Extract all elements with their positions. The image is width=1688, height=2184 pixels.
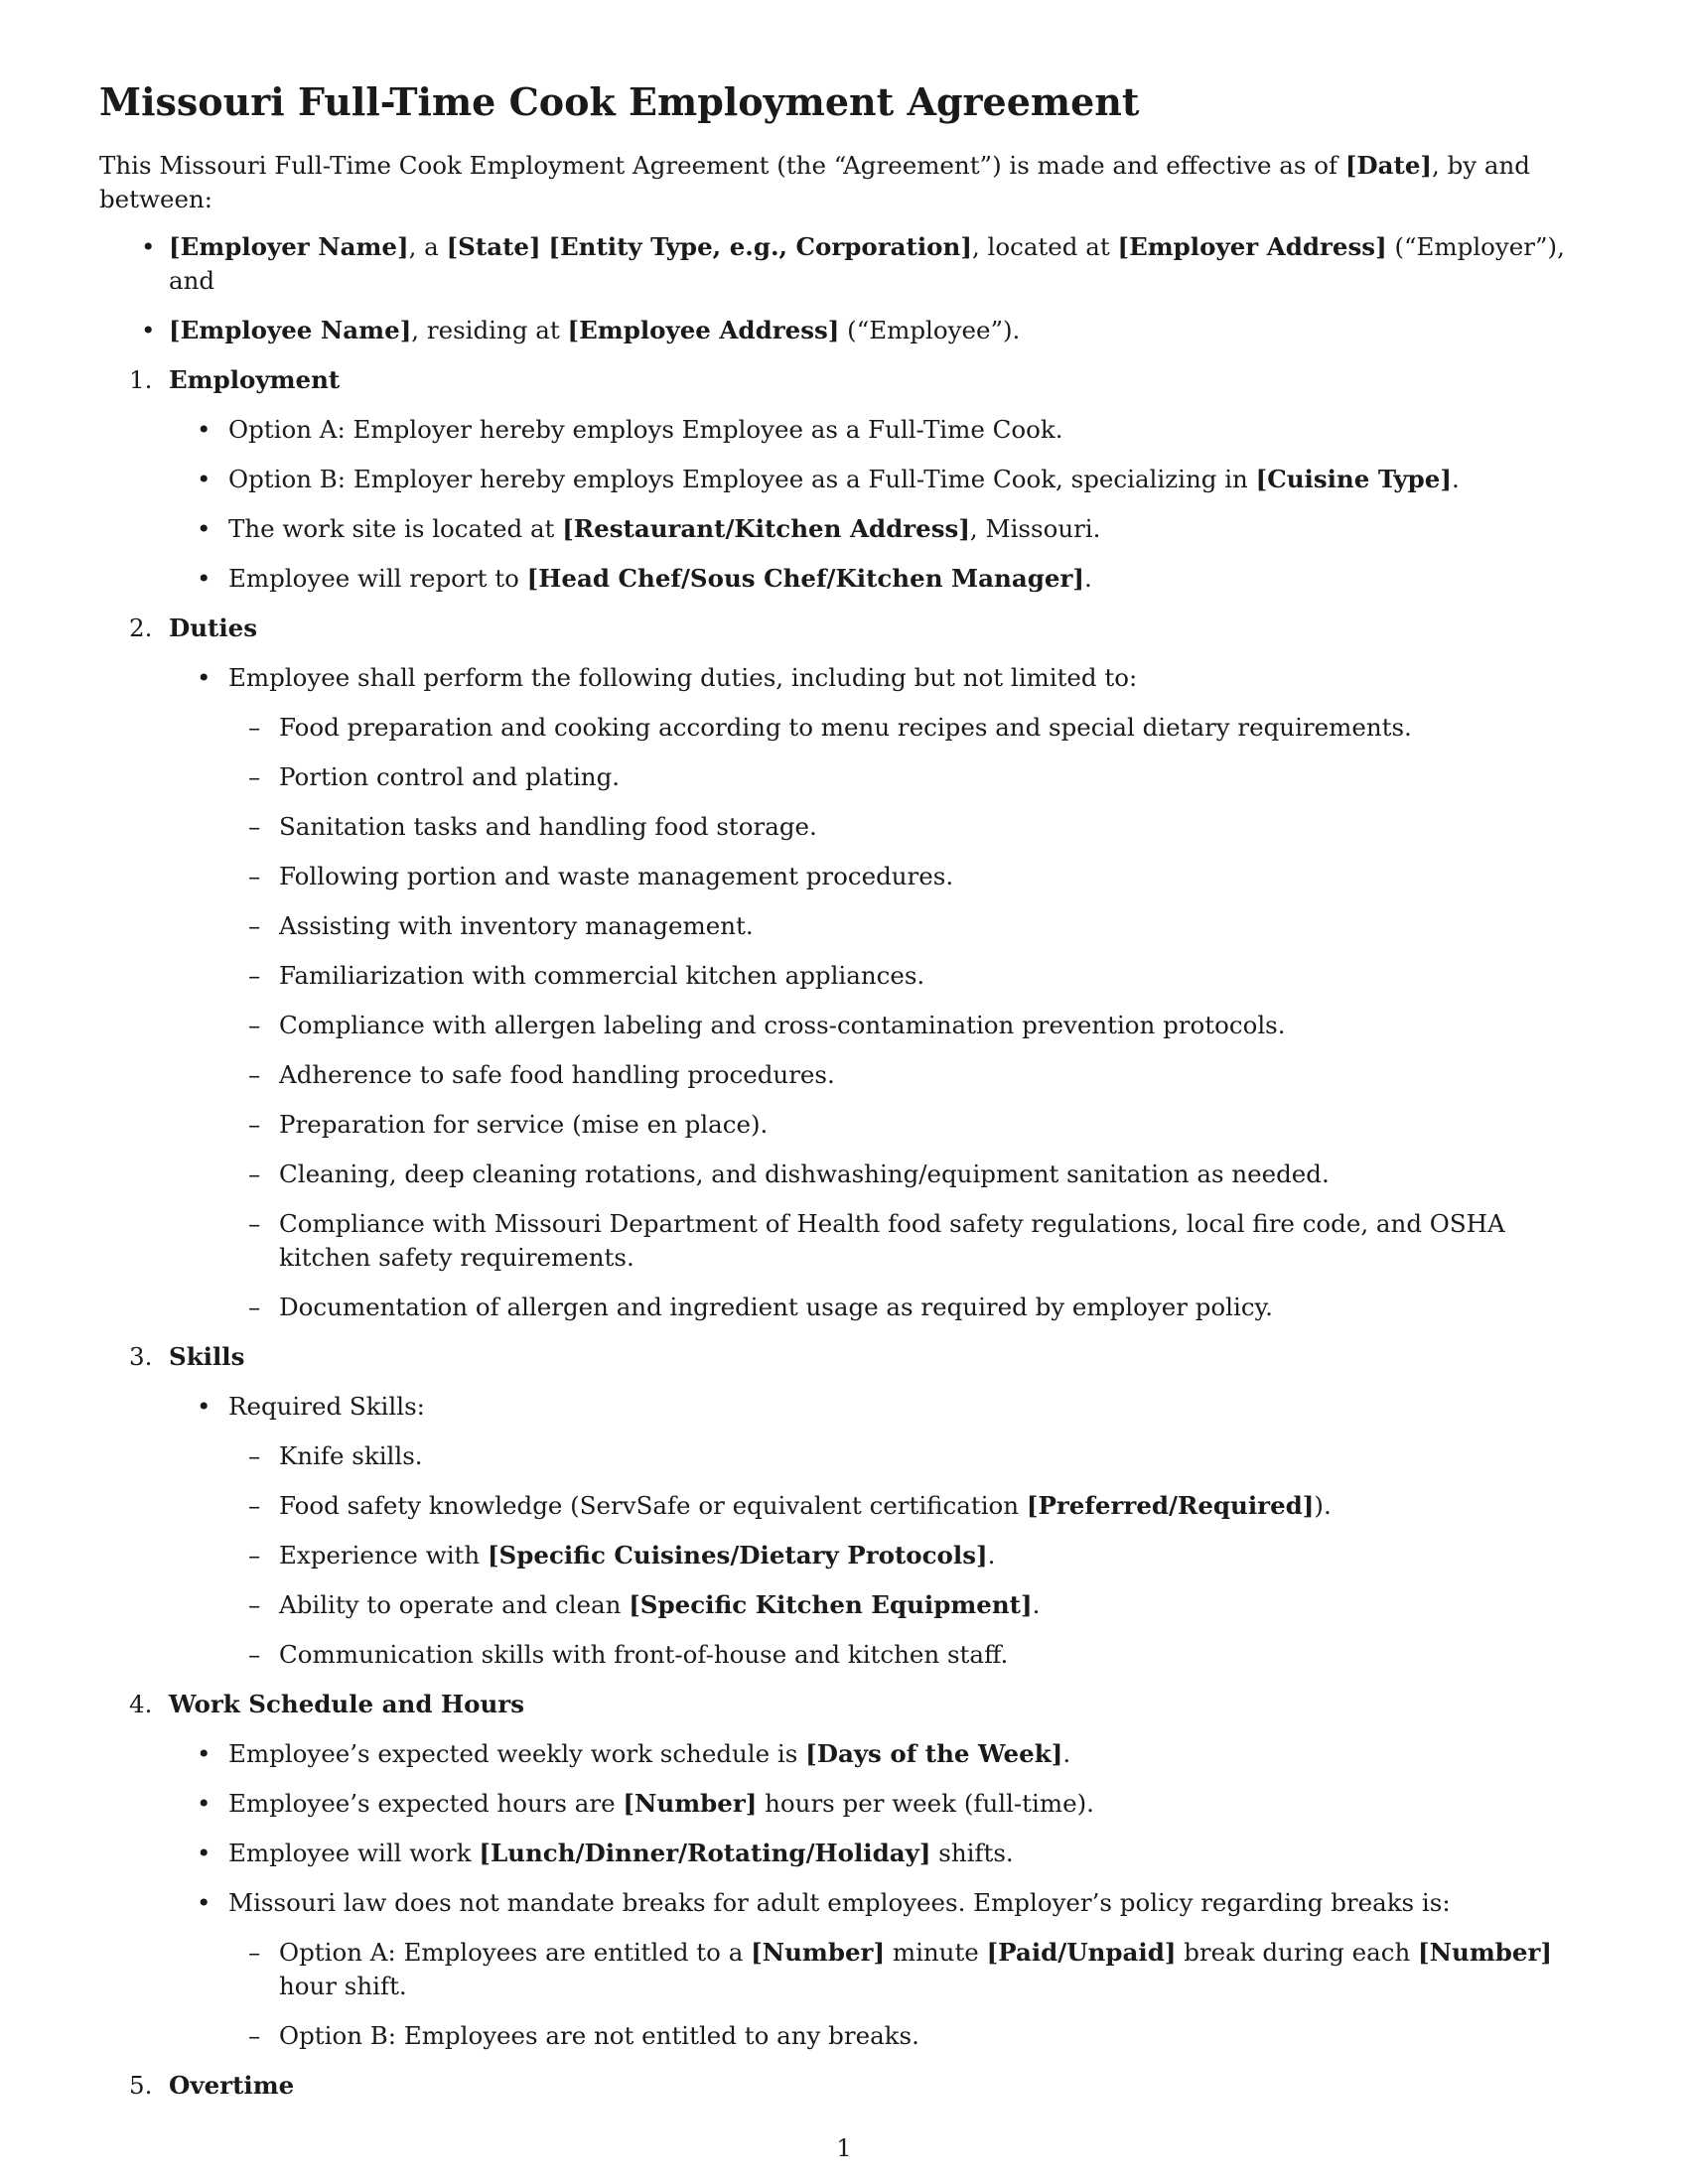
intro-paragraph [99,149,1589,216]
bullet-icon: • [197,662,211,692]
bullet-icon: • [197,1738,211,1768]
section-title: Overtime [169,2070,295,2100]
list-item [99,1108,1589,1142]
duties-sublist [228,711,1589,1324]
item-tail: . [1032,1589,1041,1619]
skills-sublist [228,1439,1589,1672]
dash-icon: – [248,910,261,940]
item-text: Option A: Employer hereby employs Employee as a Full-Time Cook. [228,414,1063,444]
list-item [99,959,1589,993]
section-number: 2. [129,613,153,642]
section-title: Duties [169,613,258,642]
supervisor-field: [Head Chef/Sous Chef/Kitchen Manager] [526,563,1084,593]
list-item [99,1539,1589,1572]
item-tail: . [1062,1738,1071,1768]
list-item [99,1837,1589,1870]
item-text: Assisting with inventory management. [279,910,754,940]
bullet-icon: • [197,1887,211,1917]
list-item [99,860,1589,893]
dash-icon: – [248,761,261,791]
bullet-icon: • [197,1391,211,1421]
item-tail: ). [1314,1490,1332,1520]
list-item [99,562,1589,596]
text-fragment: , residing at [411,315,568,344]
section-title: Skills [169,1341,245,1371]
page-number: 1 [836,2134,852,2162]
item-text: Cleaning, deep cleaning rotations, and dishwashing/equipment sanitation as needed. [279,1159,1330,1188]
section-title: Employment [169,364,341,394]
date-field: [Date] [1344,150,1433,180]
hours-field: [Number] [623,1788,758,1818]
item-text: Food safety knowledge (ServSafe or equivalent certification [279,1490,1027,1520]
list-item [99,1439,1589,1473]
item-text: Employee shall perform the following duties, including but not limited to: [228,662,1138,692]
list-item [99,909,1589,943]
item-text: Employee’s expected hours are [228,1788,624,1818]
item-tail: . [1451,464,1460,493]
dash-icon: – [248,861,261,890]
list-item [99,1936,1589,2003]
dash-icon: – [248,1059,261,1089]
text-fragment: (“Employer”), and [169,231,1565,295]
section-skills [99,1340,1589,1672]
item-text: Adherence to safe food handling procedures. [279,1059,835,1089]
employment-items [99,413,1589,596]
list-item [99,1737,1589,1771]
sections-list [99,363,1589,2103]
bullet-icon: • [141,315,156,344]
bullet-icon: • [197,1838,211,1867]
list-item [99,661,1589,1324]
dash-icon: – [248,1109,261,1139]
bullet-icon: • [141,231,156,261]
list-item [99,1588,1589,1622]
section-overtime [99,2069,1589,2103]
item-text: Following portion and waste management procedures. [279,861,954,890]
item-tail: . [1083,563,1092,593]
intro-tail: , by and between: [99,150,1530,213]
entity-type-field: [Entity Type, e.g., Corporation] [548,231,972,261]
dash-icon: – [248,1937,261,1967]
section-number: 3. [129,1341,153,1371]
item-text: Option B: Employer hereby employs Employee as a Full-Time Cook, specializing in [228,464,1256,493]
list-item [99,1390,1589,1672]
list-item [99,1886,1589,2053]
duties-items [99,661,1589,1324]
equipment-field: [Specific Kitchen Equipment] [629,1589,1033,1619]
list-item [99,810,1589,844]
item-text: Compliance with allergen labeling and cross-contamination prevention protocols. [279,1010,1286,1039]
break-minutes-field: [Number] [751,1937,886,1967]
item-text: Employee’s expected weekly work schedule is [228,1738,806,1768]
list-item [99,1058,1589,1092]
item-text: Compliance with Missouri Department of Health food safety regulations, local fire code, and OSHA kitchen safety requirements. [279,1208,1505,1272]
text-fragment: , located at [971,231,1118,261]
dash-icon: – [248,1540,261,1570]
section-title: Work Schedule and Hours [169,1689,525,1718]
item-text: Preparation for service (mise en place). [279,1109,769,1139]
bullet-icon: • [197,1788,211,1818]
dash-icon: – [248,712,261,742]
section-employment [99,363,1589,596]
section-number: 4. [129,1689,153,1718]
dash-icon: – [248,1639,261,1669]
employee-name-field: [Employee Name] [169,315,412,344]
dash-icon: – [248,1490,261,1520]
dash-icon: – [248,1208,261,1238]
days-field: [Days of the Week] [805,1738,1063,1768]
section-number: 1. [129,364,153,394]
section-heading [99,1688,1589,1721]
text-fragment: hour shift. [279,1971,407,2000]
cuisines-field: [Specific Cuisines/Dietary Protocols] [487,1540,988,1570]
document-page [99,79,1589,2118]
bullet-icon: • [197,414,211,444]
item-text: Employee will work [228,1838,480,1867]
item-tail: . [987,1540,996,1570]
dash-icon: – [248,2020,261,2050]
list-item [99,1207,1589,1275]
section-heading [99,2069,1589,2103]
section-duties [99,612,1589,1324]
list-item [99,760,1589,794]
list-item [99,463,1589,496]
parties-list [99,230,1589,347]
certification-field: [Preferred/Required] [1026,1490,1315,1520]
list-item [99,1291,1589,1324]
dash-icon: – [248,1292,261,1321]
dash-icon: – [248,1440,261,1470]
item-text: Sanitation tasks and handling food storage. [279,811,817,841]
shifts-field: [Lunch/Dinner/Rotating/Holiday] [479,1838,931,1867]
document-title: Missouri Full-Time Cook Employment Agreement [99,79,1140,124]
dash-icon: – [248,1159,261,1188]
section-schedule [99,1688,1589,2053]
item-tail: , Missouri. [969,513,1101,543]
list-item [99,1158,1589,1191]
paid-unpaid-field: [Paid/Unpaid] [986,1937,1177,1967]
item-text: Food preparation and cooking according to menu recipes and special dietary requirements. [279,712,1412,742]
section-heading [99,612,1589,645]
schedule-items [99,1737,1589,2053]
state-field: [State] [446,231,541,261]
list-item [99,1787,1589,1821]
kitchen-address-field: [Restaurant/Kitchen Address] [562,513,970,543]
item-tail: hours per week (full-time). [757,1788,1094,1818]
section-heading [99,1340,1589,1374]
text-fragment: break during each [1176,1937,1419,1967]
skills-items [99,1390,1589,1672]
text-fragment: , a [408,231,447,261]
list-item [99,512,1589,546]
bullet-icon: • [197,513,211,543]
dash-icon: – [248,1589,261,1619]
shift-hours-field: [Number] [1418,1937,1552,1967]
item-text: Missouri law does not mandate breaks for adult employees. Employer’s policy regarding breaks is: [228,1887,1451,1917]
item-text: Knife skills. [279,1440,423,1470]
section-number: 5. [129,2070,153,2100]
dash-icon: – [248,1010,261,1039]
dash-icon: – [248,960,261,990]
text-fragment: Option A: Employees are entitled to a [279,1937,752,1967]
list-item [99,2019,1589,2053]
item-text: Familiarization with commercial kitchen appliances. [279,960,925,990]
section-heading [99,363,1589,397]
item-text: Documentation of allergen and ingredient usage as required by employer policy. [279,1292,1273,1321]
list-item [99,1009,1589,1042]
item-text: Ability to operate and clean [279,1589,630,1619]
item-text: Required Skills: [228,1391,425,1421]
item-tail: shifts. [930,1838,1014,1867]
text-fragment: minute [885,1937,987,1967]
list-item [99,413,1589,447]
list-item [99,1489,1589,1523]
employee-address-field: [Employee Address] [567,315,840,344]
bullet-icon: • [197,464,211,493]
breaks-sublist [228,1936,1589,2053]
employer-address-field: [Employer Address] [1117,231,1387,261]
party-employee [99,314,1589,347]
bullet-icon: • [197,563,211,593]
item-text: Employee will report to [228,563,527,593]
employer-name-field: [Employer Name] [169,231,409,261]
item-text: Experience with [279,1540,488,1570]
intro-text: This Missouri Full-Time Cook Employment Agreement (the “Agreement”) is made and effective as of [99,150,1345,180]
list-item [99,1638,1589,1672]
cuisine-type-field: [Cuisine Type] [1255,464,1452,493]
item-text: Portion control and plating. [279,761,621,791]
item-text: The work site is located at [228,513,563,543]
item-text: Option B: Employees are not entitled to any breaks. [279,2020,919,2050]
dash-icon: – [248,811,261,841]
item-text: Communication skills with front-of-house and kitchen staff. [279,1639,1009,1669]
list-item [99,711,1589,745]
text-fragment: (“Employee”). [839,315,1021,344]
party-employer [99,230,1589,298]
